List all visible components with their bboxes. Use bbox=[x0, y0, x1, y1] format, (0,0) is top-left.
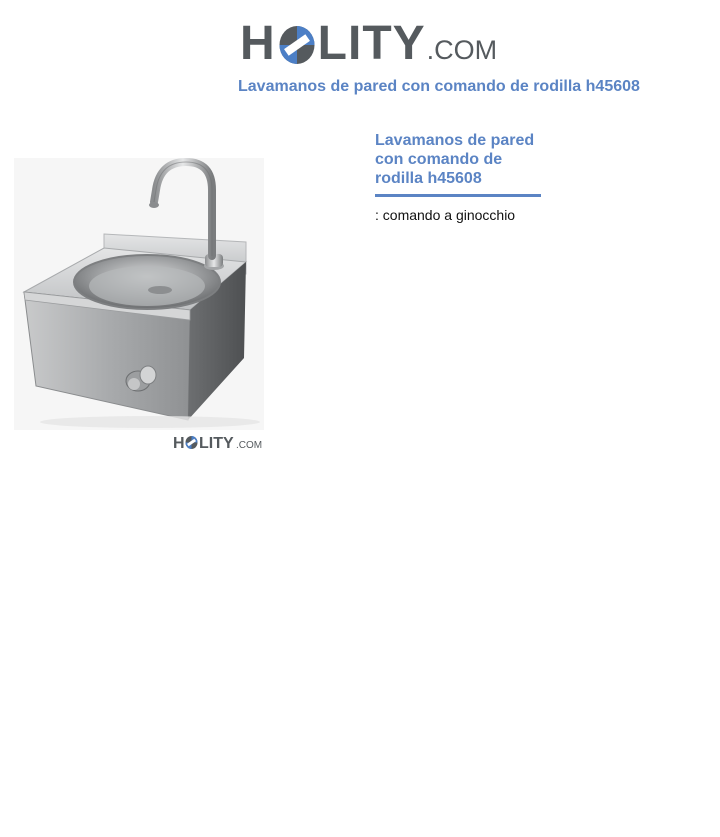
product-name: Lavamanos de pared con comando de rodilla h45608 bbox=[375, 132, 535, 187]
watermark-text-h: H bbox=[173, 435, 185, 452]
product-info bbox=[375, 131, 545, 223]
watermark-text-lity: LITY bbox=[199, 435, 234, 452]
title-divider bbox=[375, 194, 541, 197]
product-feature: : comando a ginocchio bbox=[375, 207, 516, 223]
page-title: Lavamanos de pared con comando de rodilla h45608 bbox=[238, 78, 640, 95]
watermark-o-mark-icon bbox=[186, 436, 198, 449]
logo-text-suffix: .COM bbox=[426, 35, 498, 65]
logo-text-h: H bbox=[240, 17, 276, 70]
logo-text-lity: LITY bbox=[317, 17, 426, 70]
site-logo[interactable] bbox=[240, 12, 497, 68]
watermark-text-suffix: .COM bbox=[236, 440, 263, 451]
image-watermark-logo bbox=[173, 435, 262, 452]
product-image bbox=[0, 150, 290, 460]
knee-operated-wall-sink-image bbox=[0, 150, 290, 460]
holity-o-mark-icon bbox=[277, 22, 317, 66]
